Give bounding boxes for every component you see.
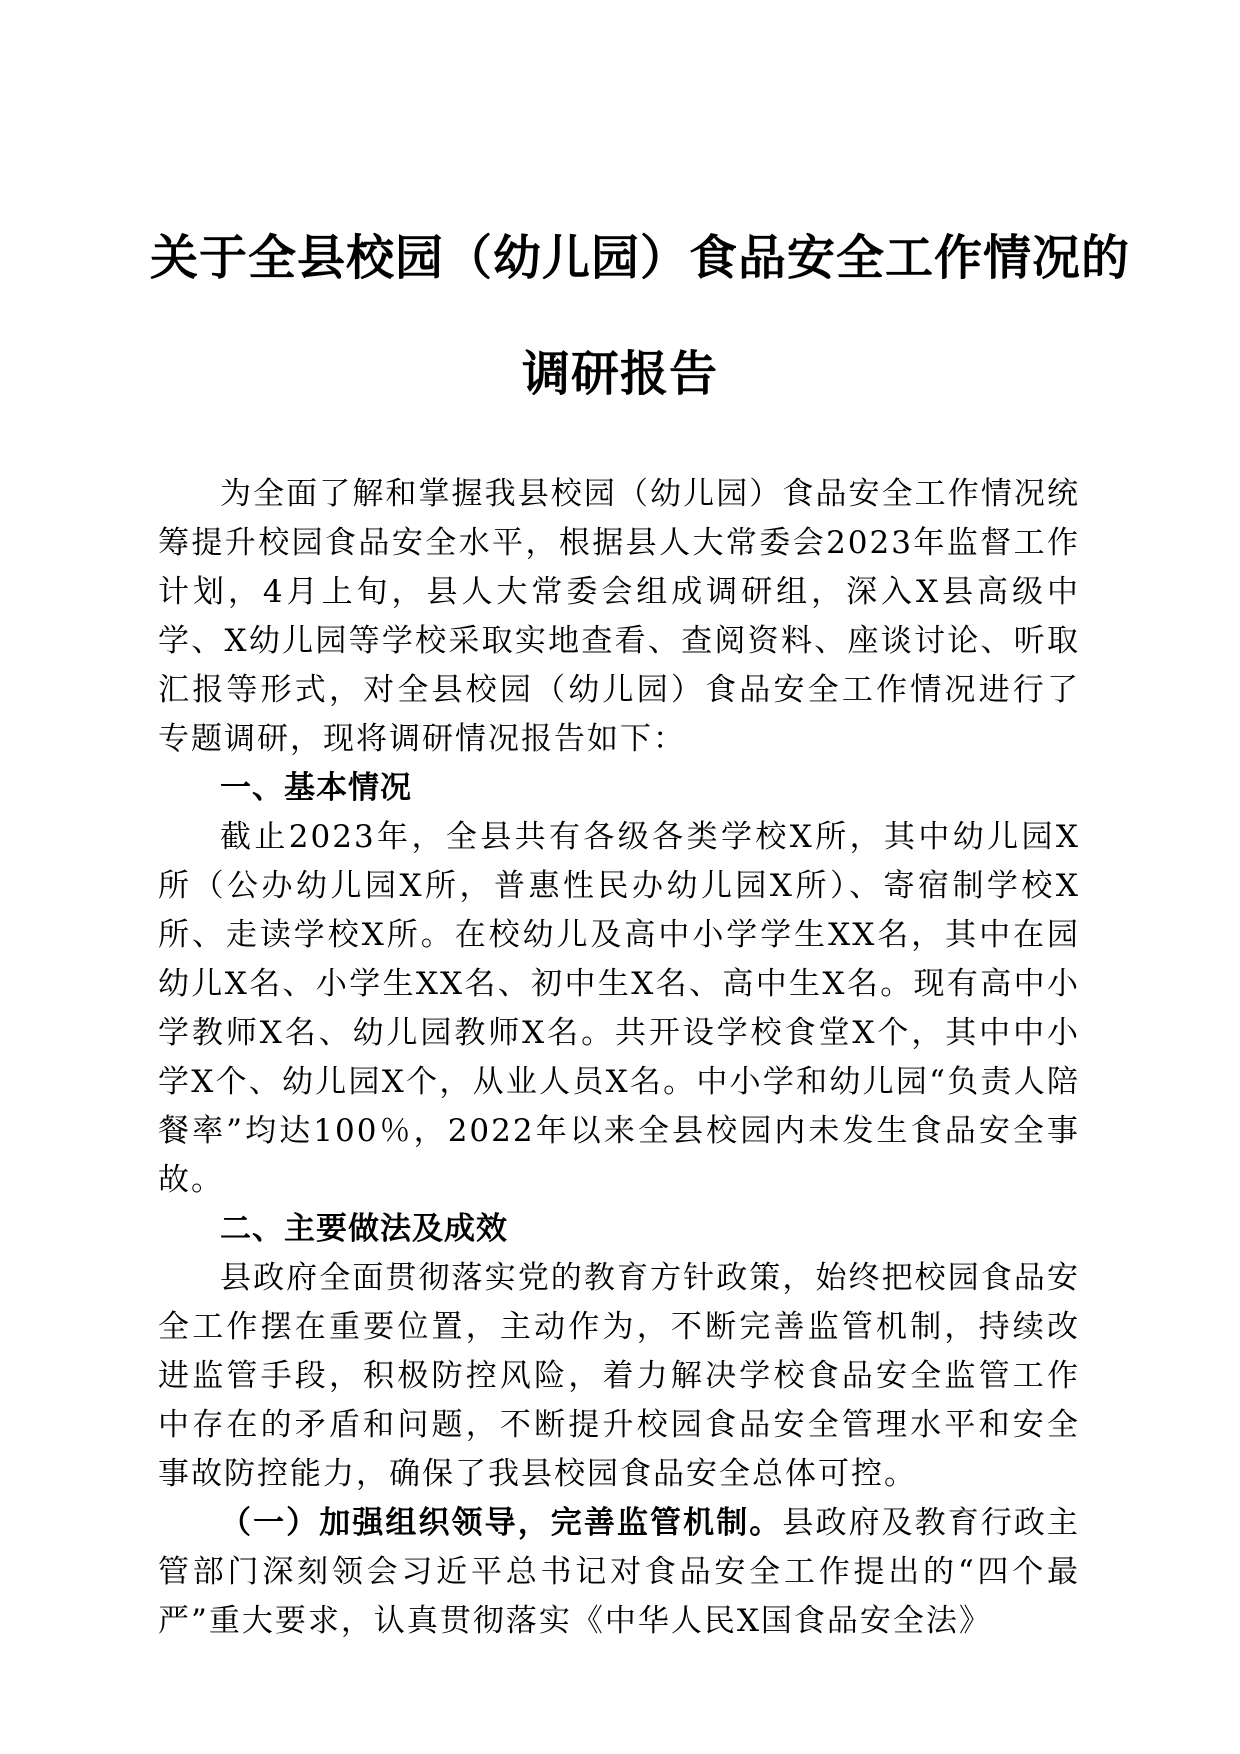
section-1-heading: 一、基本情况	[220, 770, 412, 806]
subsection-1-paragraph	[158, 1499, 1080, 1646]
section-2-heading: 二、主要做法及成效	[220, 1211, 508, 1247]
section-2-paragraph: 县政府全面贯彻落实党的教育方针政策，始终把校园食品安全工作摆在重要位置，主动作为，不断完善监管机制，持续改进监管手段，积极防控风险，着力解决学校食品安全监管工作中存在的矛盾和问题，不断提升校园食品安全管理水平和安全事故防控能力，确保了我县校园食品安全总体可控。	[158, 1260, 1080, 1492]
document-body	[158, 470, 1080, 1646]
document-title-line-1: 关于全县校园（幼儿园）食品安全工作情况的	[150, 230, 1131, 286]
section-1-paragraph: 截止2023年，全县共有各级各类学校X所，其中幼儿园X所（公办幼儿园X所，普惠性民办幼儿园X所）、寄宿制学校X所、走读学校X所。在校幼儿及高中小学学生XX名，其中在园幼儿X名、小学生XX名、初中生X名、高中生X名。现有高中小学教师X名、幼儿园教师X名。共开设学校食堂X个，其中中小学X个、幼儿园X个，从业人员X名。中小学和幼儿园“负责人陪餐率”均达100％，2022年以来全县校园内未发生食品安全事故。	[158, 819, 1080, 1198]
document-title-line-2: 调研报告	[521, 346, 718, 402]
intro-paragraph: 为全面了解和掌握我县校园（幼儿园）食品安全工作情况统筹提升校园食品安全水平，根据县人大常委会2023年监督工作计划，4月上旬，县人大常委会组成调研组，深入X县高级中学、X幼儿园等学校采取实地查看、查阅资料、座谈讨论、听取汇报等形式，对全县校园（幼儿园）食品安全工作情况进行了专题调研，现将调研情况报告如下：	[158, 476, 1080, 757]
subsection-1-text: 县政府及教育行政主管部门深刻领会习近平总书记对食品安全工作提出的“四个最严”重大要求，认真贯彻落实《中华人民X国食品安全法》	[158, 1505, 1080, 1639]
subsection-1-heading: （一）加强组织领导，完善监管机制。	[220, 1505, 783, 1541]
